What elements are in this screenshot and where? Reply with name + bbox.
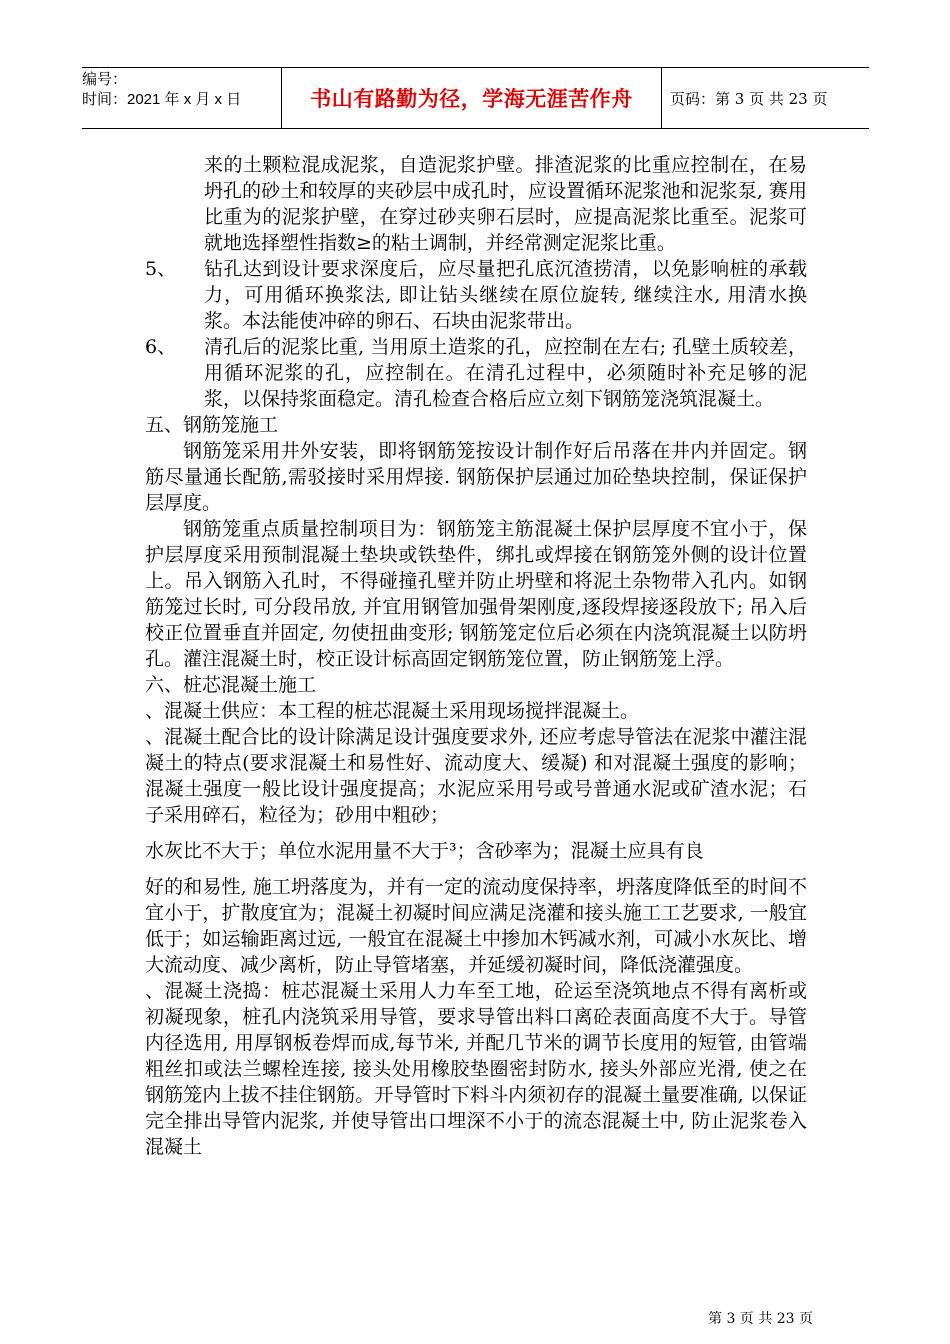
header-page-cell [662, 68, 869, 128]
section-6-item-3: 、混凝土浇捣：桩芯混凝土采用人力车至工地，砼运至浇筑地点不得有离析或初凝现象，桩孔内浇筑采用导管，要求导管出料口离砼表面高度不大于。导管内径选用, 用厚钢板卷焊而成,每节米, 并配几节米的调节长度用的短管, 由管端粗丝扣或法兰螺栓连接, 接头处用橡胶垫圈密封防水, 接头外部应光滑, 使之在钢筋笼内上拔不挂住钢筋。开导管时下料斗内须初存的混凝土量要准确, 以保证完全排出导管内泥浆, 并使导管出口埋深不小于的流态混凝土中, 防止泥浆卷入混凝土 [145, 980, 807, 1158]
list-item-5 [145, 256, 807, 334]
section-6-item-2-continued: 好的和易性, 施工坍落度为，并有一定的流动度保持率，坍落度降低至的时间不宜小于，扩散度宜为；混凝土初凝时间应满足浇灌和接头施工工艺要求, 一般宜低于；如运输距离过远, 一般宜在混凝土中掺加木钙减水剂，可减小水灰比、增大流动度、减少离析，防止导管堵塞，并延缓初凝时间，降低浇灌强度。 [145, 876, 807, 976]
section-6-item-2-line: 水灰比不大于；单位水泥用量不大于³；含砂率为；混凝土应具有良 [145, 840, 704, 862]
footer-page-number: 第 3 页 共 23 页 [708, 1311, 813, 1327]
document-number-label: 编号： [82, 71, 128, 88]
paragraph-continued: 来的土颗粒混成泥浆，自造泥浆护壁。排渣泥浆的比重应控制在，在易坍孔的砂土和较厚的夹砂层中成孔时，应设置循环泥浆池和泥浆泵, 赛用比重为的泥浆护壁，在穿过砂夹卵石层时，应提高泥浆比重至。泥浆可就地选择塑性指数≥的粘土调制，并经常测定泥浆比重。 [204, 154, 807, 254]
list-item-number: 5、 [145, 258, 177, 280]
section-6-heading: 六、桩芯混凝土施工 [145, 674, 317, 696]
section-6-item-2: 、混凝土配合比的设计除满足设计强度要求外, 还应考虑导管法在泥浆中灌注混凝土的特点(要求混凝土和易性好、流动度大、缓凝) 和对混凝土强度的影响；混凝土强度一般比设计强度提高；水泥应采用号或号普通水泥或矿渣水泥；石子采用碎石，粒径为；砂用中粗砂； [145, 726, 807, 826]
section-5-heading: 五、钢筋笼施工 [145, 414, 279, 436]
header-motto: 书山有路勤为径，学海无涯苦作舟 [310, 87, 633, 111]
list-item-text: 钻孔达到设计要求深度后，应尽量把孔底沉渣捞清，以免影响桩的承载力，可用循环换浆法, 即让钻头继续在原位旋转, 继续注水, 用清水换浆。本法能使冲碎的卵石、石块由泥浆带出。 [204, 258, 807, 332]
header-motto-cell [282, 68, 662, 128]
section-5-paragraph-1: 钢筋笼采用井外安装，即将钢筋笼按设计制作好后吊落在井内并固定。钢筋尽量通长配筋,需驳接时采用焊接. 钢筋保护层通过加砼垫块控制，保证保护层厚度。 [145, 440, 807, 514]
section-6-item-1: 、混凝土供应：本工程的桩芯混凝土采用现场搅拌混凝土。 [145, 700, 640, 722]
page-header [82, 67, 869, 129]
header-page-number: 页码：第 3 页 共 23 页 [670, 89, 828, 108]
document-body [145, 152, 807, 1160]
page-footer [708, 1308, 813, 1328]
document-date-label: 时间：2021 年 x 月 x 日 [82, 91, 242, 108]
list-item-text: 清孔后的泥浆比重, 当用原土造浆的孔，应控制在左右; 孔壁土质较差，用循环泥浆的孔，应控制在。在清孔过程中，必须随时补充足够的泥浆，以保持浆面稳定。清孔检查合格后应立刻下钢筋笼浇筑混凝土。 [204, 336, 807, 410]
list-item-number: 6、 [145, 336, 177, 358]
section-5-paragraph-2: 钢筋笼重点质量控制项目为：钢筋笼主筋混凝土保护层厚度不宜小于，保护层厚度采用预制混凝土垫块或铁垫件，绑扎或焊接在钢筋笼外侧的设计位置上。吊入钢筋入孔时，不得碰撞孔壁并防止坍壁和将泥土杂物带入孔内。如钢筋笼过长时, 可分段吊放, 并宜用钢管加强骨架刚度,逐段焊接逐段放下; 吊入后校正位置垂直并固定, 勿使扭曲变形; 钢筋笼定位后必须在内浇筑混凝土以防坍孔。灌注混凝土时，校正设计标高固定钢筋笼位置，防止钢筋笼上浮。 [145, 518, 807, 670]
list-item-6 [145, 334, 807, 412]
header-meta [82, 68, 282, 128]
